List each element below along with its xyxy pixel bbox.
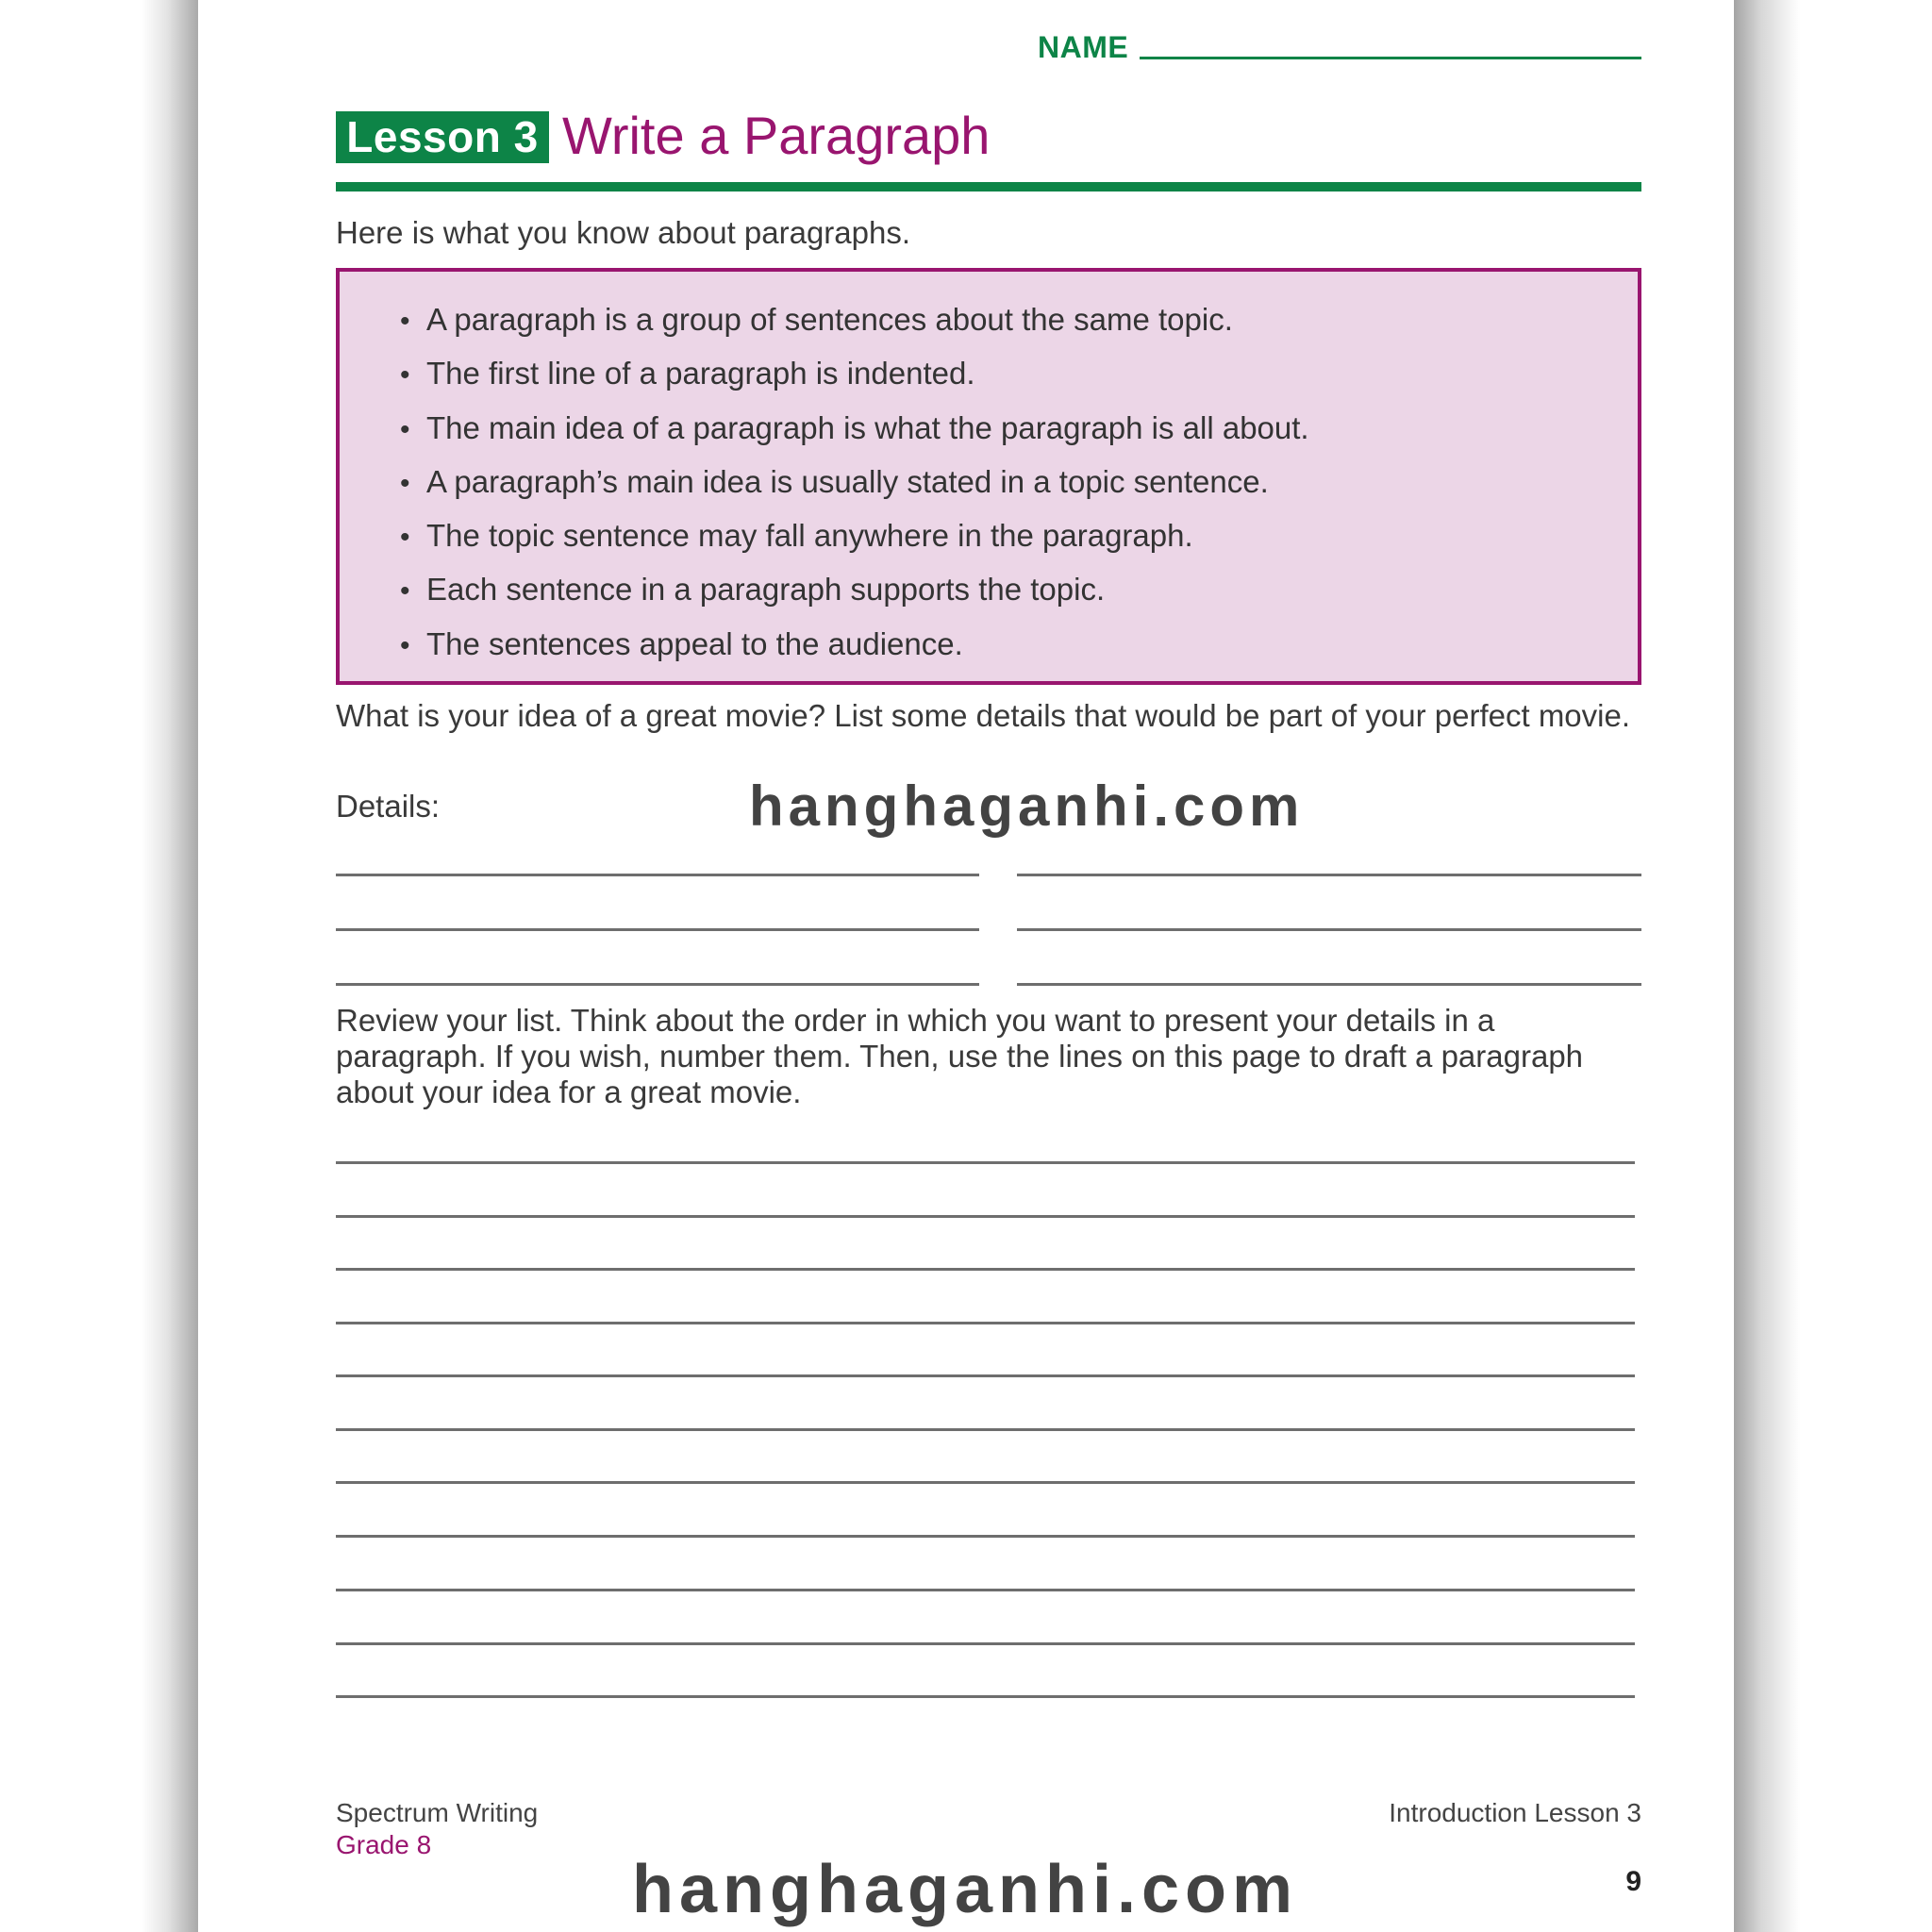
watermark-middle: hanghaganhi.com: [749, 774, 1305, 838]
details-label: Details:: [336, 789, 441, 824]
worksheet-page: [198, 0, 1734, 1932]
writing-line-9[interactable]: [336, 1589, 1635, 1591]
list-item: • The topic sentence may fall anywhere in the paragraph.: [400, 508, 1309, 562]
writing-line-7[interactable]: [336, 1481, 1635, 1484]
writing-line-4[interactable]: [336, 1322, 1635, 1324]
list-item: • A paragraph is a group of sentences about the same topic.: [400, 292, 1309, 346]
details-line-left-2[interactable]: [336, 928, 979, 931]
bullet-icon: •: [400, 629, 410, 661]
paragraph-facts-box: [336, 268, 1641, 685]
writing-line-3[interactable]: [336, 1268, 1635, 1271]
bullet-icon: •: [400, 467, 410, 499]
details-line-right-1[interactable]: [1017, 874, 1641, 876]
list-item: • The main idea of a paragraph is what the paragraph is all about.: [400, 401, 1309, 455]
page-number: 9: [1625, 1866, 1641, 1897]
bullet-icon: •: [400, 575, 410, 608]
page-shadow-left: [142, 0, 198, 1932]
list-item: • Each sentence in a paragraph supports the topic.: [400, 562, 1309, 616]
footer-section: Introduction Lesson 3: [1389, 1798, 1641, 1827]
bullet-icon: •: [400, 359, 410, 391]
bullet-icon: •: [400, 413, 410, 445]
writing-line-8[interactable]: [336, 1535, 1635, 1538]
writing-line-5[interactable]: [336, 1374, 1635, 1377]
details-line-right-3[interactable]: [1017, 983, 1641, 986]
lesson-badge: Lesson 3: [336, 111, 549, 163]
writing-line-10[interactable]: [336, 1642, 1635, 1645]
writing-line-11[interactable]: [336, 1695, 1635, 1698]
intro-text: Here is what you know about paragraphs.: [336, 215, 911, 250]
writing-line-1[interactable]: [336, 1161, 1635, 1164]
page-shadow-right: [1734, 0, 1800, 1932]
details-line-left-3[interactable]: [336, 983, 979, 986]
bullet-icon: •: [400, 522, 410, 554]
name-label: NAME: [1038, 30, 1129, 64]
movie-question: What is your idea of a great movie? List some details that would be part of your perfect movie.: [336, 698, 1631, 733]
page-title: Write a Paragraph: [562, 106, 991, 165]
bullet-icon: •: [400, 306, 410, 337]
writing-line-2[interactable]: [336, 1215, 1635, 1218]
writing-line-6[interactable]: [336, 1428, 1635, 1431]
watermark-bottom: hanghaganhi.com: [632, 1852, 1299, 1927]
list-item: • A paragraph’s main idea is usually stated in a topic sentence.: [400, 455, 1309, 508]
details-line-left-1[interactable]: [336, 874, 979, 876]
name-input-line[interactable]: [1140, 57, 1641, 59]
list-item: • The first line of a paragraph is indented.: [400, 346, 1309, 400]
footer-grade: Grade 8: [336, 1830, 432, 1859]
details-line-right-2[interactable]: [1017, 928, 1641, 931]
facts-list: [400, 292, 1309, 671]
review-instructions: Review your list. Think about the order in which you want to present your details in a paragraph. If you wish, number them. Then, use the lines on this page to draft a paragraph about your idea for a great movie.: [336, 1003, 1584, 1109]
footer-book-title: Spectrum Writing: [336, 1798, 539, 1827]
title-divider: [336, 182, 1641, 192]
list-item: • The sentences appeal to the audience.: [400, 617, 1309, 671]
